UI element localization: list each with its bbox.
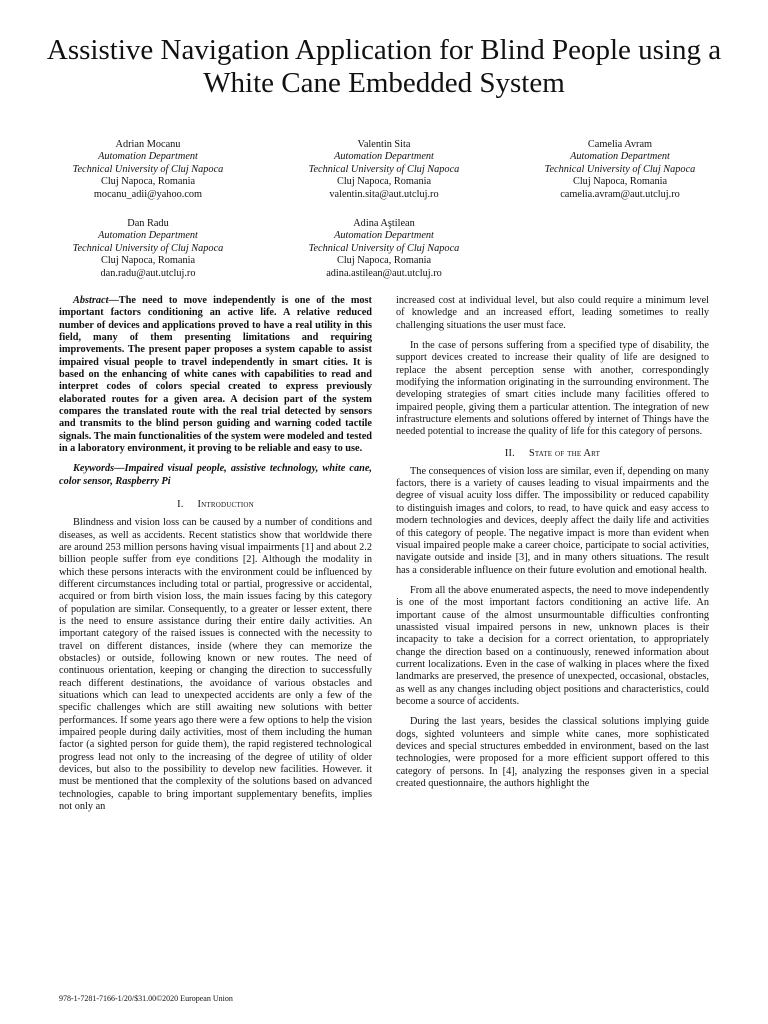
author-email: camelia.avram@aut.utcluj.ro	[560, 188, 680, 200]
body-paragraph: The consequences of vision loss are similar, even if, depending on many factors, there is a variety of causes leading to visual impairments and the degree of visual acuity loss differ. The impossibility or reduced capability to distinguish images and colors, to read, to have quick and easy access to modern technologies and devices, deeply affect the daily life and activities of this category of people. The negative impact is more than evident when visual impaired people make a career choice, participate to social activities, navigate outside and inside [3], and in many others situations. The result has a considerable influence on their future evolution and emotional health.	[396, 465, 709, 576]
author-univ: Technical University of Cluj Napoca	[72, 242, 224, 254]
author-name: Adrian Mocanu	[115, 139, 181, 150]
author-name: Dan Radu	[127, 218, 169, 229]
section-heading-state-of-the-art	[396, 447, 709, 460]
author-dept: Automation Department	[334, 230, 434, 242]
author-city: Cluj Napoca, Romania	[572, 176, 668, 188]
left-column	[59, 295, 372, 821]
body-paragraph: During the last years, besides the classical solutions implying guide dogs, sighted volunteers and simple white canes, more sophisticated devices and special structures embedded in environment, based on the last technologies, were proposed for a more efficient support offered to this category of persons. In [4], analyzing the responses given in a special created questionnaire, the authors highlight the	[396, 716, 709, 790]
author-dept: Automation Department	[98, 151, 198, 163]
abstract-lead: Abstract	[73, 295, 109, 306]
author-name: Camelia Avram	[587, 139, 653, 150]
section-title: State of the Art	[528, 447, 601, 459]
author-email: adina.astilean@aut.utcluj.ro	[326, 267, 442, 279]
body-paragraph: increased cost at individual level, but also could require a minimum level of knowledge and an increased effort, leading sometimes to really challenging situations the user must face.	[396, 295, 709, 331]
section-number: II.	[504, 447, 515, 459]
author-dept: Automation Department	[98, 230, 198, 242]
author-block	[30, 218, 266, 280]
author-name: Adina Aştilean	[353, 218, 415, 229]
author-dept: Automation Department	[570, 151, 670, 163]
author-block	[266, 218, 502, 280]
body-paragraph: Blindness and vision loss can be caused by a number of conditions and diseases, as well as accidents. Recent statistics show that worldwide there are around 253 million persons having visual impairments [1] and about 2.2 billion people suffer from eye conditions [2]. Although the modality in which these persons interacts with the environment could be influenced by different circumstances including total or partial, progressive or accidental, acquired or from birth vision loss, the main issues facing by this category of population are similar. Consequently, to a greater or lesser extent, there is the need to ensure assistance during their entire daily activities. An important category of the raised issues is connected with the necessity to travel on different distances, inside (where they can memorize the obstacles) or outside, following known or new routes. The need of continuous orientation, keeping or changing the direction to successfully reach different destinations, the avoidance of various obstacles and situations which can lead to unexpected accidents are only a few of the specific challenges which are still awaiting new solutions with better performances. If some years ago there were a few options to help the vision impaired people during daily activities, most of them including the human factor (a sighted person for guide them), the rapid registered technological progress lead not only to the increasing of the degree of utility of older devices, but also to the possibility to develop new facilities. However. it must be mentioned that the complexity of the solutions based on advanced technologies, capable to bring important supplementary benefits, implies not only an	[59, 517, 372, 813]
author-email: valentin.sita@aut.utcluj.ro	[329, 188, 439, 200]
author-email: dan.radu@aut.utcluj.ro	[100, 267, 196, 279]
author-univ: Technical University of Cluj Napoca	[308, 242, 460, 254]
author-city: Cluj Napoca, Romania	[336, 176, 432, 188]
section-title: Introduction	[197, 499, 254, 511]
body-paragraph: From all the above enumerated aspects, the need to move independently is one of the most important factors conditioning an active life. An important cause of the almost unsurmountable difficulties confronting unassisted visual impaired persons in new, unknown places is their incapacity to take a decision for a correct orientation, to appropriately change the direction based on a continuously, renewed information about current localizations. Even in the case of walking in places where the fixed landmarks are preserved, the presence of unexpected, occasional, obstacles, as well as any changes including object positions and characteristics, could become a source of accidents.	[396, 584, 709, 707]
right-column	[396, 295, 709, 798]
paper-title: Assistive Navigation Application for Blind People using a White Cane Embedded System	[46, 34, 722, 99]
body-paragraph: In the case of persons suffering from a specified type of disability, the support devices created to increase their quality of life are designed to replace the absent perception sense with another, correspondingly modifying the information originating in the surrounding environment. The developing strategies of smart cities include many facilities offered to impaired people, giving them a particular attention. The integration of new infrastructure elements and solutions offered by internet of Things have the needed potential to increase the quality of life for this category of persons.	[396, 340, 709, 438]
author-block	[266, 139, 502, 201]
author-univ: Technical University of Cluj Napoca	[308, 163, 460, 175]
author-block	[30, 139, 266, 201]
author-univ: Technical University of Cluj Napoca	[544, 163, 696, 175]
author-row-2	[30, 218, 738, 280]
author-email: mocanu_adii@yahoo.com	[93, 188, 203, 200]
author-row-1	[30, 139, 738, 201]
author-block	[502, 139, 738, 201]
section-heading-introduction	[59, 498, 372, 511]
copyright-footer: 978-1-7281-7166-1/20/$31.00©2020 European Union	[59, 994, 233, 1003]
author-city: Cluj Napoca, Romania	[336, 255, 432, 267]
author-dept: Automation Department	[334, 151, 434, 163]
author-name: Valentin Sita	[357, 139, 411, 150]
author-city: Cluj Napoca, Romania	[100, 176, 196, 188]
abstract-text: —The need to move independently is one of the most important factors conditioning an active life. A relative reduced number of devices and applications proved to have a real utility in this field, many of them presenting limitations and requiring improvements. The present paper proposes a system capable to assist impaired visual people to travel independently in smart cities. It is based on the enhancing of white canes with capabilities to read and interpret codes of colors special created to express previously elaborated routes for a given area. A decision part of the system compares the translated route with the real trial detected by sensors and transmits to the blind person guiding and warning coded tactile signals. The main functionalities of the system were modeled and tested in a laboratory environment, it proving to be reliable and easy to use.	[59, 295, 372, 455]
section-number: I.	[177, 499, 184, 511]
abstract	[59, 295, 372, 455]
author-univ: Technical University of Cluj Napoca	[72, 163, 224, 175]
author-city: Cluj Napoca, Romania	[100, 255, 196, 267]
keywords: Keywords—Impaired visual people, assistive technology, white cane, color sensor, Raspberry Pi	[59, 463, 372, 487]
